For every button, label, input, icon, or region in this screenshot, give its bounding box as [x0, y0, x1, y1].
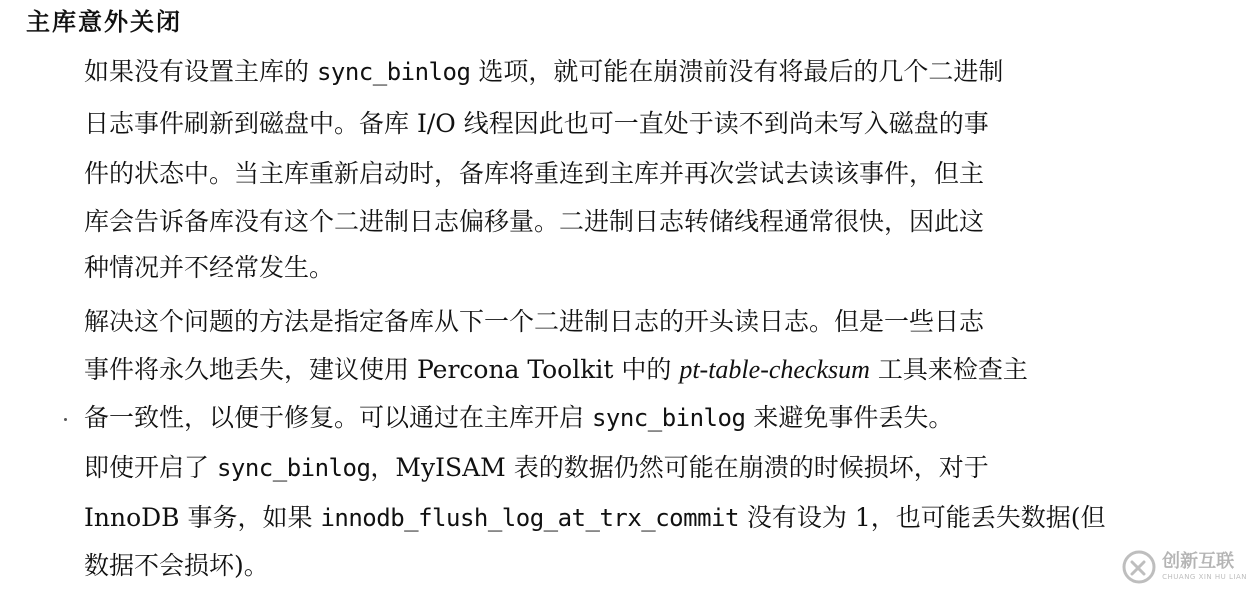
- text-span: 事件将永久地丢失，建议使用 Percona Toolkit 中的: [84, 355, 680, 384]
- code-sync-binlog: sync_binlog: [316, 58, 471, 86]
- paragraph-2-line-3: [84, 398, 1224, 438]
- paragraph-3-line-3: 数据不会损坏)。: [84, 551, 269, 580]
- section-heading: 主库意外关闭: [26, 7, 182, 36]
- brand-logo-icon: [1122, 550, 1156, 584]
- tool-name-pt-table-checksum: pt-table-checksum: [679, 355, 870, 384]
- paragraph-2-line-1: 解决这个问题的方法是指定备库从下一个二进制日志的开头读日志。但是一些日志: [84, 307, 985, 336]
- paragraph-1-line-4: 库会告诉备库没有这个二进制日志偏移量。二进制日志转储线程通常很快，因此这: [84, 207, 985, 236]
- brand-name: 创新互联: [1162, 551, 1235, 572]
- text-span: InnoDB 事务，如果: [84, 503, 321, 532]
- brand-text: [1162, 553, 1247, 581]
- paragraph-1-line-1: [84, 52, 1224, 92]
- scan-speck: [64, 418, 67, 421]
- paragraph-3-line-2: [84, 498, 1224, 538]
- text-span: 即使开启了: [84, 453, 217, 482]
- text-span: 备一致性，以便于修复。可以通过在主库开启: [84, 403, 592, 432]
- paragraph-3-line-1: [84, 448, 1224, 488]
- brand-watermark: [1122, 550, 1247, 584]
- text-span: 没有设为 1，也可能丢失数据(但: [738, 503, 1106, 532]
- text-span: 来避免事件丢失。: [745, 403, 954, 432]
- paragraph-1-line-5: 种情况并不经常发生。: [84, 253, 335, 282]
- text-span: 选项，就可能在崩溃前没有将最后的几个二进制: [470, 57, 1004, 86]
- text-span: 工具来检查主: [869, 355, 1028, 384]
- text-span: ，MyISAM 表的数据仍然可能在崩溃的时候损坏，对于: [370, 453, 989, 482]
- paragraph-1-line-3: 件的状态中。当主库重新启动时，备库将重连到主库并再次尝试去读该事件，但主: [84, 159, 985, 188]
- code-sync-binlog: sync_binlog: [591, 404, 746, 432]
- code-sync-binlog: sync_binlog: [216, 454, 371, 482]
- paragraph-1-line-2: 日志事件刷新到磁盘中。备库 I/O 线程因此也可一直处于读不到尚未写入磁盘的事: [84, 109, 989, 138]
- paragraph-2-line-2: [84, 350, 1224, 390]
- code-innodb-flush-log: innodb_flush_log_at_trx_commit: [320, 504, 739, 532]
- text-span: 如果没有设置主库的: [84, 57, 317, 86]
- brand-subtitle: CHUANG XIN HU LIAN: [1162, 573, 1247, 581]
